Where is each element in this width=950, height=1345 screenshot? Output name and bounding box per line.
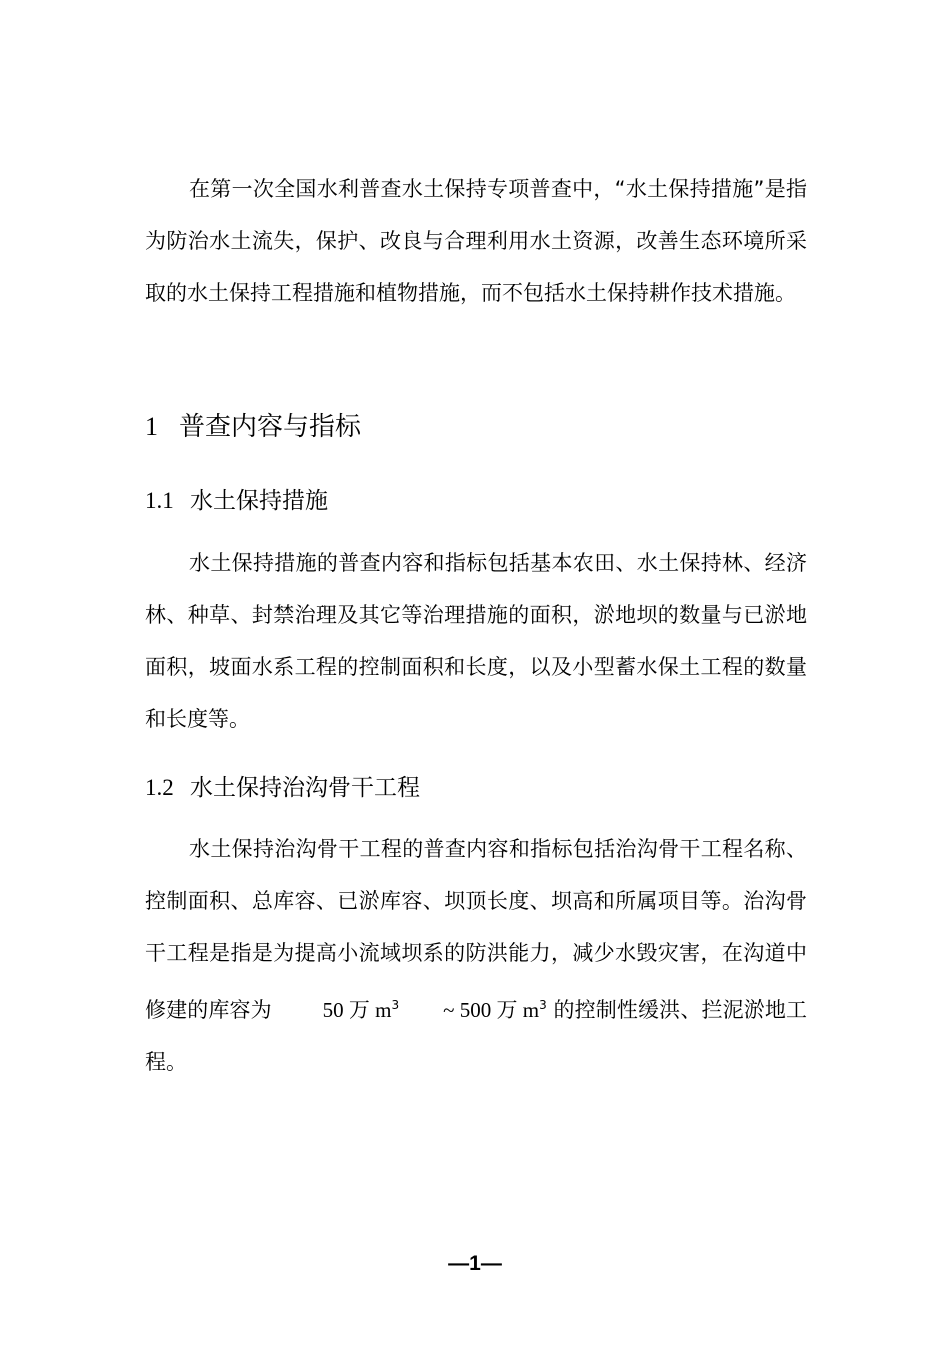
section-1-heading bbox=[145, 410, 807, 444]
section-1-2-heading bbox=[145, 773, 807, 803]
capacity-exponent-2: 3 bbox=[539, 998, 547, 1012]
section-1-number: 1 bbox=[145, 412, 158, 441]
intro-paragraph: 在第一次全国水利普查水土保持专项普查中，“水土保持措施”是指为防治水土流失，保护、改良与合理利用水土资源，改善生态环境所采取的水土保持工程措施和植物措施，而不包括水土保持耕作技术措施。 bbox=[145, 177, 807, 305]
section-1-2-title: 水土保持治沟骨干工程 bbox=[190, 775, 420, 801]
capacity-range-high: ~ 500 万 m bbox=[443, 998, 540, 1022]
page-number: —1— bbox=[448, 1252, 502, 1275]
section-1-title: 普查内容与指标 bbox=[179, 412, 362, 442]
capacity-range-low: 50 万 m bbox=[322, 998, 392, 1022]
section-1-1-title: 水土保持措施 bbox=[190, 488, 328, 514]
section-1-2-text-part1: 水土保持治沟骨干工程的普查内容和指标包括治沟骨干工程名称、控制面积、总库容、已淤库容、坝顶长度、坝高和所属项目等。治沟骨干工程是指是为提高小流域坝系的防洪能力，减少水毁灾害，在沟道中修建的库容为 bbox=[145, 837, 807, 1022]
section-1-2-paragraph-block bbox=[145, 823, 807, 1088]
section-1-1-paragraph-block bbox=[145, 537, 807, 745]
section-1-2-text-part2: 的控制性缓洪、拦泥淤地工程。 bbox=[145, 998, 807, 1074]
section-1-2-paragraph bbox=[145, 823, 807, 1088]
section-1-1-number: 1.1 bbox=[145, 488, 174, 513]
section-1-1-paragraph: 水土保持措施的普查内容和指标包括基本农田、水土保持林、经济林、种草、封禁治理及其它等治理措施的面积，淤地坝的数量与已淤地面积，坡面水系工程的控制面积和长度，以及小型蓄水保土工程的数量和长度等。 bbox=[145, 551, 807, 731]
section-1-1-heading bbox=[145, 486, 807, 516]
intro-paragraph-block bbox=[145, 163, 807, 319]
section-1-2-number: 1.2 bbox=[145, 775, 174, 800]
capacity-exponent-1: 3 bbox=[391, 998, 400, 1012]
